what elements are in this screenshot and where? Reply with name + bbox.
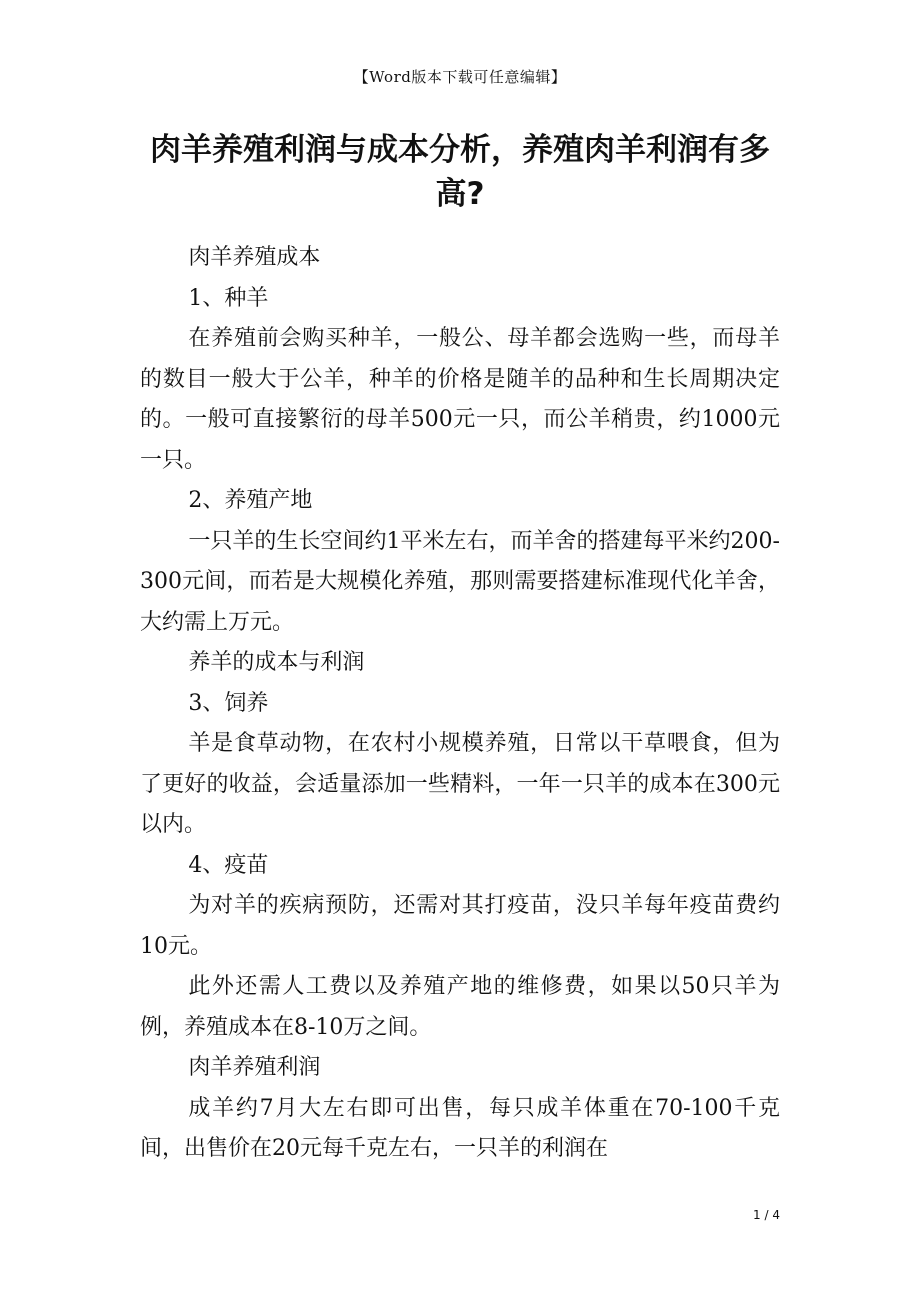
subheading-feeding: 3、饲养 [188,690,269,716]
subheading-breeding-sheep: 1、种羊 [188,285,269,311]
paragraph-farm-site: 一只羊的生长空间约1平米左右，而羊舍的搭建每平米约200-300元间，而若是大规模化养殖，那则需要搭建标准现代化羊舍，大约需上万元。 [140,528,780,635]
section-heading-cost: 肉羊养殖成本 [188,245,321,270]
download-note: 【Word版本下载可任意编辑】 [353,68,567,86]
paragraph-other-costs: 此外还需人工费以及养殖产地的维修费，如果以50只羊为例，养殖成本在8-10万之间。 [140,974,780,1040]
subheading-vaccine: 4、疫苗 [188,852,269,878]
document-title: 肉羊养殖利润与成本分析，养殖肉羊利润有多高? [150,132,770,212]
paragraph-feeding: 羊是食草动物，在农村小规模养殖，日常以干草喂食，但为了更好的收益，会适量添加一些精料，一年一只羊的成本在300元以内。 [140,731,780,837]
section-heading-cost-profit: 养羊的成本与利润 [188,650,365,675]
paragraph-breeding-sheep: 在养殖前会购买种羊，一般公、母羊都会选购一些，而母羊的数目一般大于公羊，种羊的价格是随羊的品种和生长周期决定的。一般可直接繁衍的母羊500元一只，而公羊稍贵，约1000元一只。 [140,326,780,473]
paragraph-profit: 成羊约7月大左右即可出售，每只成羊体重在70-100千克间，出售价在20元每千克左右，一只羊的利润在 [140,1095,780,1161]
page-number: 1 / 4 [753,1208,780,1222]
section-heading-profit: 肉羊养殖利润 [188,1055,321,1080]
subheading-farm-site: 2、养殖产地 [188,488,313,513]
paragraph-vaccine: 为对羊的疾病预防，还需对其打疫苗，没只羊每年疫苗费约10元。 [140,893,780,959]
document-body [140,238,780,1170]
